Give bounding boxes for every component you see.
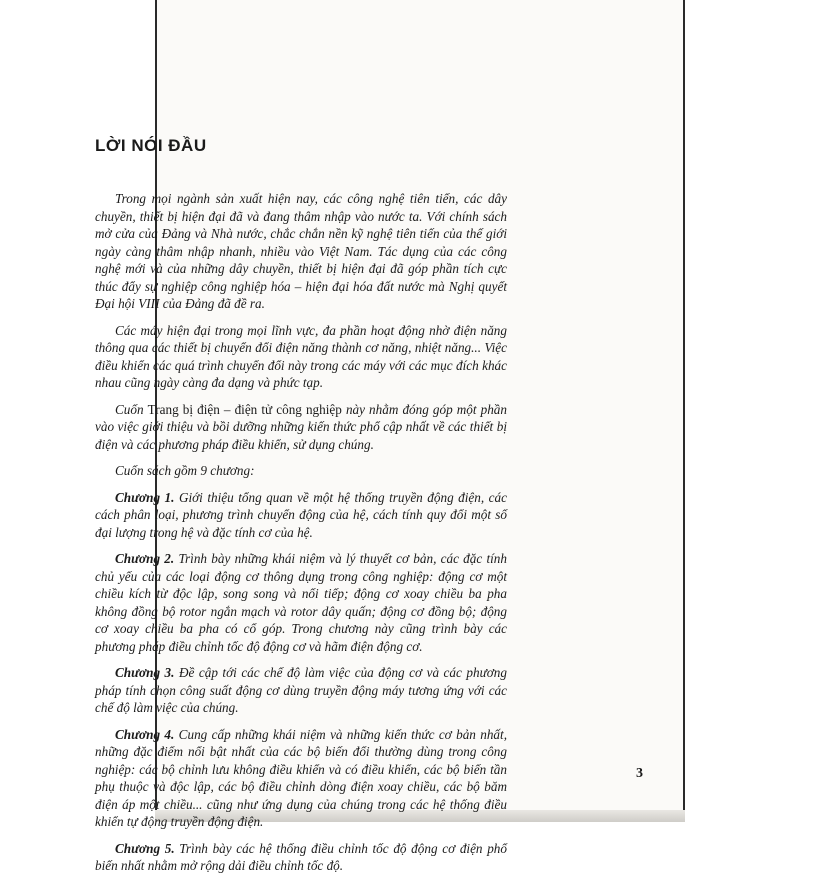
chapter-3-text: Đề cập tới các chế độ làm việc của động cơ và các phương pháp tính chọn công suất động cơ dùng truyền động máy tương ứng với các chế độ làm việc của chúng. [95,665,507,715]
chapter-4-label: Chương 4. [115,726,175,742]
chapter-5-text: Trình bày các hệ thống điều chỉnh tốc độ động cơ điện phổ biến nhất nhằm mở rộng dải điều chỉnh tốc độ. [95,840,507,873]
chapter-2-text: Trình bày những khái niệm và lý thuyết cơ bản, các đặc tính chủ yếu của các loại động cơ thông dụng trong công nghiệp: động cơ một chiều kích từ độc lập, song song và nối tiếp; động cơ xoay chiều ba pha không đồng bộ rotor ngắn mạch và rotor dây quấn; động cơ đồng bộ; động cơ xoay chiều ba pha có cổ góp. Trong chương này cũng trình bày các phương pháp điều chỉnh tốc độ động cơ và hãm điện động cơ. [95,551,507,654]
chapter-3-label: Chương 3. [115,665,175,680]
paragraph-intro: Trong mọi ngành sản xuất hiện nay, các công nghệ tiên tiến, các dây chuyền, thiết bị hiện đại đã và đang thâm nhập vào nước ta. Với chính sách mở cửa của Đảng và Nhà nước, chắc chắn nền kỹ nghệ tiên tiến của thế giới ngày càng thâm nhập nhanh, nhiều vào Việt Nam. Tác dụng của các công nghệ mới và của những dây chuyền, thiết bị hiện đại đã góp phần tích cực thúc đẩy sự nghiệp công nghiệp hóa – hiện đại hóa đất nước mà Nghị quyết Đại hội VIII của Đảng đã đề ra. [95,191,507,311]
paragraph-book-c: này nhằm đóng góp một phần vào việc giới thiệu và bồi dưỡng những kiến thức phổ cập nhất về các thiết bị điện và các phương pháp điều khiển, sử dụng chúng. [95,401,507,452]
paragraph-machines: Các máy hiện đại trong mọi lĩnh vực, đa phần hoạt động nhờ điện năng thông qua các thiết bị chuyển đổi điện năng thành cơ năng, nhiệt năng... Việc điều khiển các quá trình chuyển đổi này trong các máy với các mục đích khác nhau cũng ngày càng đa dạng và phức tạp. [95,322,507,390]
chapter-1-text: Giới thiệu tổng quan về một hệ thống truyền động điện, các cách phân loại, phương trình chuyển động của hệ, cách tính quy đổi một số đại lượng trong hệ và đặc tính cơ của hệ. [95,489,507,540]
paragraph-book-a: Cuốn [115,401,148,417]
paragraph-chapter-1 [95,489,507,542]
paragraph-chapter-5 [95,840,507,875]
chapter-1-label: Chương 1. [115,489,175,505]
page-content [95,136,507,884]
chapter-5-label: Chương 5. [115,840,175,856]
paragraph-chapter-3 [95,664,507,717]
chapter-4-text: Cung cấp những khái niệm và những kiến thức cơ bản nhất, những đặc điểm nổi bật nhất của các bộ biến đổi thường dùng trong công nghiệp: các bộ chỉnh lưu không điều khiển và có điều khiển, các bộ biến tần phụ thuộc và độc lập, các bộ điều chỉnh dòng điện xoay chiều, các bộ băm điện áp một chiều... cũng như ứng dụng của chúng trong các hệ thống điều khiển tự động truyền động điện. [95,726,507,829]
paragraph-chapter-2 [95,550,507,655]
paragraph-chapter-4 [95,726,507,831]
page-heading: LỜI NÓI ĐẦU [95,136,207,155]
paragraph-book [95,401,507,454]
paragraph-chapters-count: Cuốn sách gồm 9 chương: [115,463,255,478]
chapter-2-label: Chương 2. [115,551,175,566]
page-number: 3 [636,766,643,781]
book-title: Trang bị điện – điện tử công nghiệp [147,401,342,417]
